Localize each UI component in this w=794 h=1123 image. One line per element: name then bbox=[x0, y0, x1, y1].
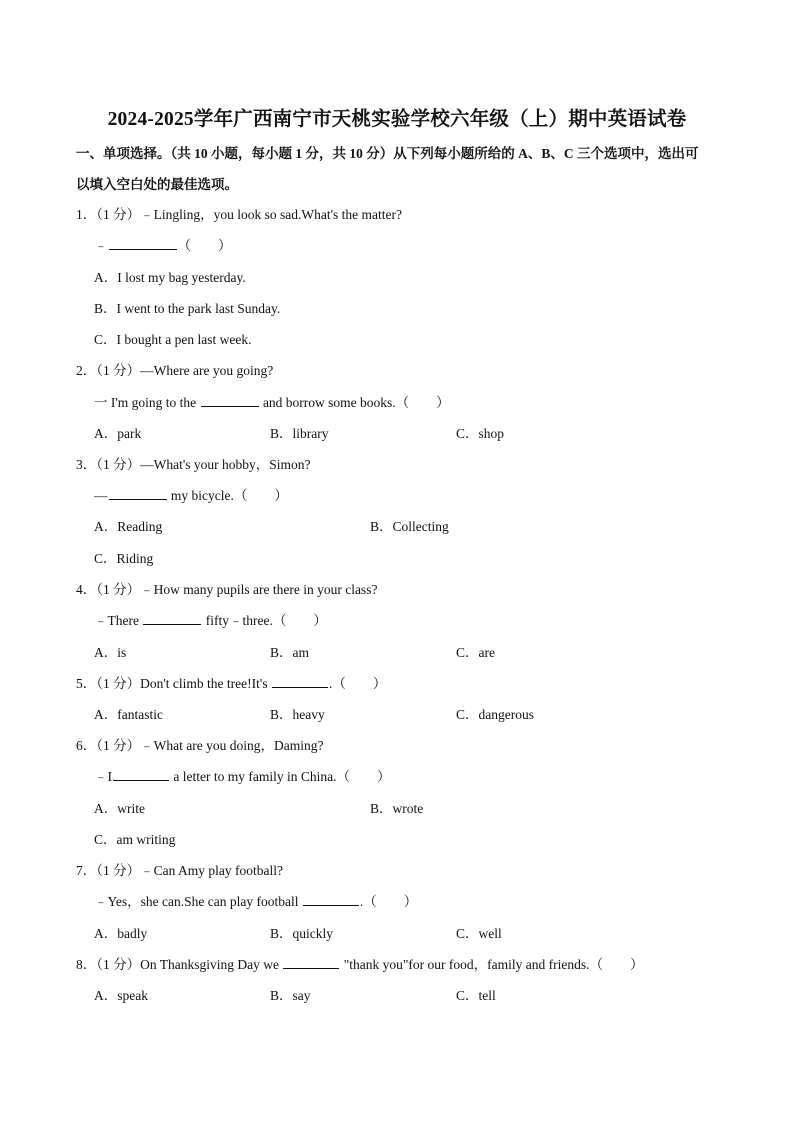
question-2-option-c: C．shop bbox=[456, 426, 505, 441]
question-8-option-c: C．tell bbox=[456, 988, 496, 1003]
question-7-answer-line bbox=[94, 892, 417, 912]
question-7-answer-prefix: ﹣Yes，she can.She can play football bbox=[94, 894, 299, 909]
answer-blank bbox=[201, 405, 259, 407]
question-4-answer-suffix: fifty﹣three.（ ） bbox=[205, 613, 327, 628]
question-4-answer-line bbox=[94, 611, 327, 631]
question-7-option-c: C．well bbox=[456, 926, 502, 941]
answer-blank bbox=[283, 967, 339, 969]
question-3-option-c: C．Riding bbox=[94, 551, 154, 566]
question-2-answer-line bbox=[94, 393, 450, 413]
question-2-option-a: A．park bbox=[94, 426, 142, 441]
question-4-option-c: C．are bbox=[456, 645, 495, 660]
question-6-option-b: B．wrote bbox=[370, 801, 424, 816]
exam-title: 2024-2025学年广西南宁市天桃实验学校六年级（上）期中英语试卷 bbox=[107, 109, 687, 130]
question-1-answer-suffix: （ ） bbox=[177, 238, 232, 253]
answer-blank bbox=[113, 779, 169, 781]
question-3-answer-suffix: my bicycle.（ ） bbox=[170, 488, 288, 503]
question-8-prompt-prefix: 8．（1 分）On Thanksgiving Day we bbox=[76, 957, 279, 972]
question-5-prompt-prefix: 5．（1 分）Don't climb the tree!It's bbox=[76, 676, 268, 691]
question-4-option-b: B．am bbox=[270, 645, 309, 660]
question-5-prompt-suffix: .（ ） bbox=[328, 676, 387, 691]
question-1-prompt: 1．（1 分）﹣Lingling，you look so sad.What's the matter? bbox=[76, 207, 403, 222]
question-2-answer-prefix: 一 I'm going to the bbox=[94, 395, 197, 410]
question-3-answer-line bbox=[94, 486, 288, 506]
question-1-option-b: B．I went to the park last Sunday. bbox=[94, 301, 281, 316]
question-6-prompt: 6．（1 分）﹣What are you doing，Daming? bbox=[76, 738, 324, 753]
question-4-option-a: A．is bbox=[94, 645, 127, 660]
question-8-option-b: B．say bbox=[270, 988, 311, 1003]
question-6-option-a: A．write bbox=[94, 801, 145, 816]
question-1-answer-line bbox=[94, 236, 232, 256]
question-2-prompt: 2．（1 分）—Where are you going? bbox=[76, 363, 274, 378]
question-6-answer-line bbox=[94, 767, 390, 787]
question-7-option-a: A．badly bbox=[94, 926, 148, 941]
question-2-option-b: B．library bbox=[270, 426, 329, 441]
question-5-option-a: A．fantastic bbox=[94, 707, 163, 722]
question-5-prompt bbox=[76, 674, 386, 694]
question-7-answer-suffix: .（ ） bbox=[359, 894, 418, 909]
answer-blank bbox=[109, 248, 177, 250]
question-1-option-a: A．I lost my bag yesterday. bbox=[94, 270, 246, 285]
question-5-option-c: C．dangerous bbox=[456, 707, 534, 722]
question-3-prompt: 3．（1 分）—What's your hobby，Simon? bbox=[76, 457, 311, 472]
question-1-answer-prefix: ﹣ bbox=[94, 238, 108, 253]
question-5-option-b: B．heavy bbox=[270, 707, 325, 722]
answer-blank bbox=[143, 623, 201, 625]
question-8-prompt-suffix: "thank you"for our food，family and friends.（ ） bbox=[343, 957, 644, 972]
question-4-answer-prefix: ﹣There bbox=[94, 613, 139, 628]
question-2-answer-suffix: and borrow some books.（ ） bbox=[262, 395, 450, 410]
section-instruction-line1: 一、单项选择。（共 10 小题，每小题 1 分，共 10 分）从下列每小题所给的 A、B、C 三个选项中，选出可 bbox=[76, 146, 699, 161]
question-6-answer-suffix: a letter to my family in China.（ ） bbox=[173, 769, 391, 784]
question-6-answer-prefix: ﹣I bbox=[94, 769, 112, 784]
question-6-option-c: C．am writing bbox=[94, 832, 176, 847]
answer-blank bbox=[272, 686, 328, 688]
answer-blank bbox=[109, 498, 167, 500]
section-instruction-line2: 以填入空白处的最佳选项。 bbox=[76, 177, 238, 192]
question-3-answer-prefix: — bbox=[94, 488, 108, 503]
question-1-option-c: C．I bought a pen last week. bbox=[94, 332, 252, 347]
question-7-prompt: 7．（1 分）﹣Can Amy play football? bbox=[76, 863, 283, 878]
question-4-prompt: 4．（1 分）﹣How many pupils are there in your class? bbox=[76, 582, 378, 597]
question-3-option-b: B．Collecting bbox=[370, 519, 449, 534]
question-8-option-a: A．speak bbox=[94, 988, 148, 1003]
answer-blank bbox=[303, 904, 359, 906]
question-8-prompt bbox=[76, 955, 643, 975]
question-3-option-a: A．Reading bbox=[94, 519, 163, 534]
question-7-option-b: B．quickly bbox=[270, 926, 333, 941]
